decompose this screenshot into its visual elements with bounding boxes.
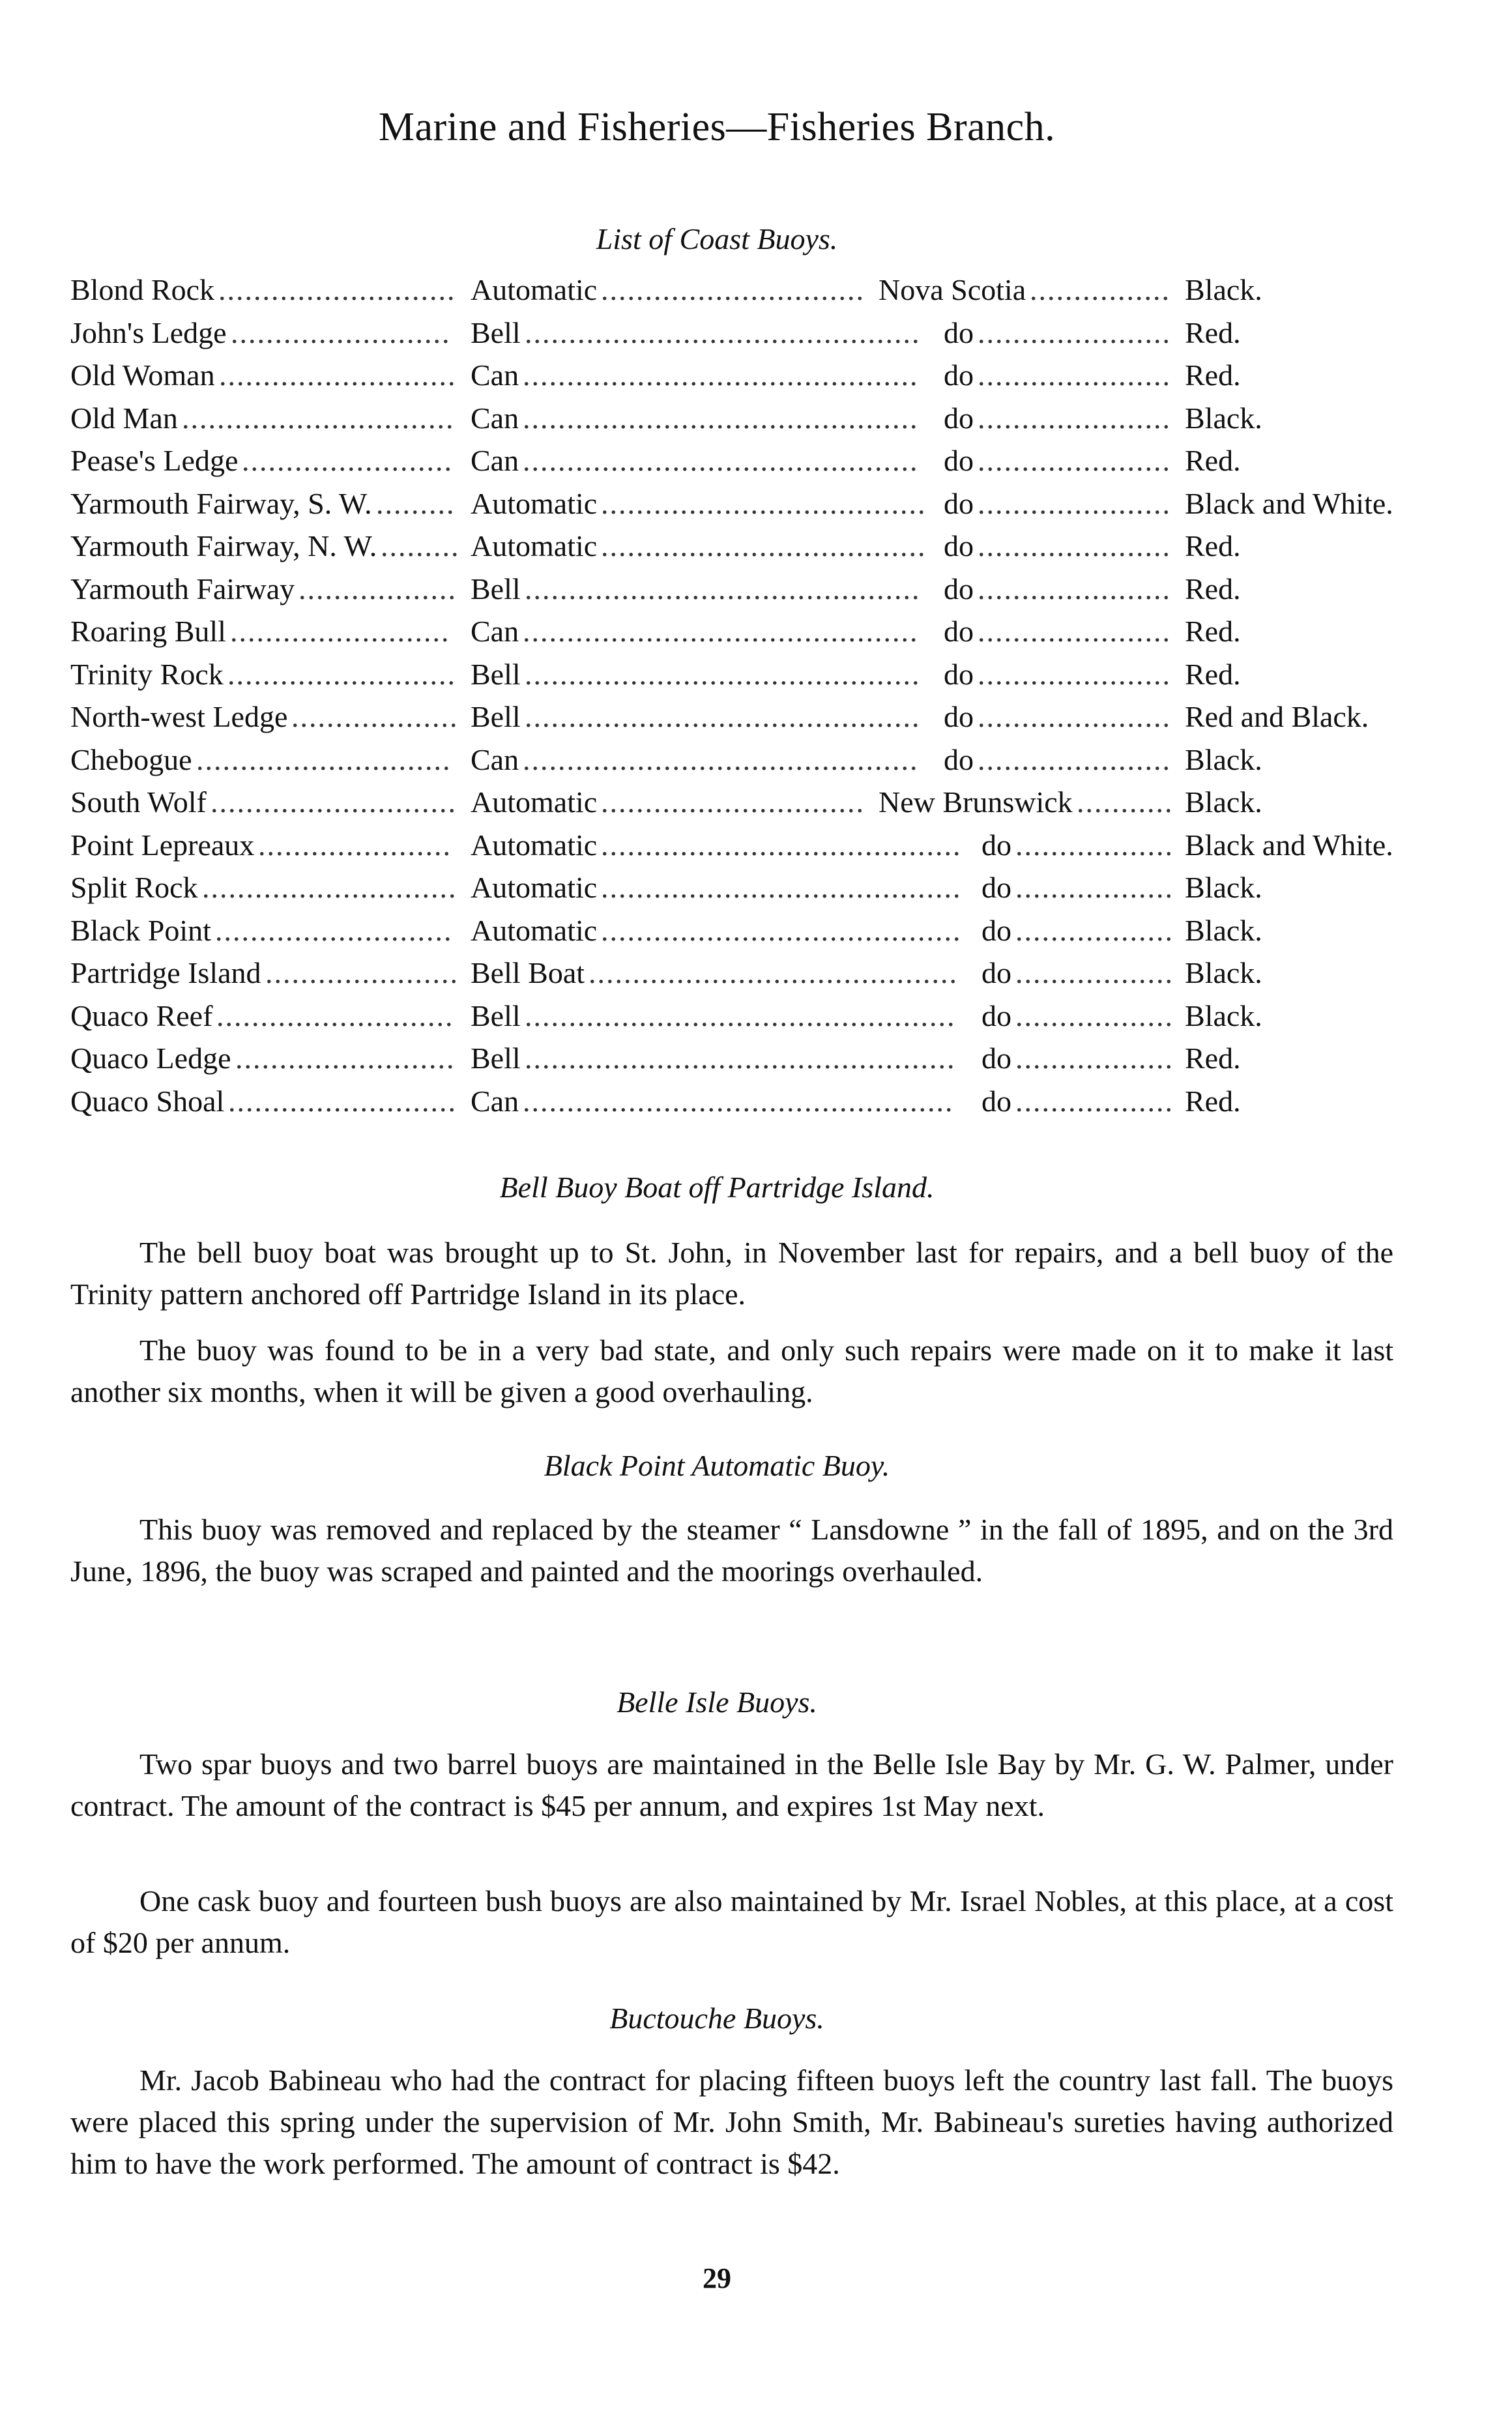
paragraph: The buoy was found to be in a very bad state, and only such repairs were made on it to make it last another six months, when it will be given a good overhauling. — [70, 1334, 1393, 1408]
buoy-name: Old Man — [70, 401, 178, 435]
buoy-color: Red. — [1185, 529, 1241, 562]
buoy-province: do — [981, 1084, 1011, 1118]
buoy-color: Red. — [1185, 657, 1241, 691]
dot-leader: .................. — [1015, 956, 1174, 989]
buoy-type: Can — [471, 1084, 519, 1118]
buoy-type: Bell Boat — [471, 956, 585, 989]
dot-leader: ............................. — [202, 871, 458, 904]
dot-leader: .................. — [1015, 828, 1174, 862]
dot-leader: .......................... — [228, 1084, 457, 1118]
buoy-province: do — [944, 742, 974, 776]
buoy-type: Bell — [471, 657, 521, 691]
buoy-name: Point Lepreaux — [70, 828, 255, 862]
dot-leader: .................. — [1015, 1084, 1174, 1118]
buoy-name: Partridge Island — [70, 956, 261, 989]
buoy-color: Black. — [1185, 913, 1262, 947]
table-row — [70, 1084, 1393, 1127]
buoy-name: Split Rock — [70, 871, 198, 904]
table-row — [70, 614, 1393, 657]
dot-leader: ................................................. — [525, 1042, 956, 1075]
table-row — [70, 913, 1393, 956]
dot-leader: .............................. — [601, 785, 865, 819]
buoy-color: Black. — [1185, 273, 1262, 306]
buoy-color: Black. — [1185, 956, 1262, 989]
buoy-color: Red. — [1185, 444, 1241, 477]
buoy-province: do — [944, 486, 974, 520]
buoy-color: Red. — [1185, 1042, 1241, 1075]
buoy-name: Quaco Reef — [70, 999, 213, 1032]
coast-buoys-title: List of Coast Buoys. — [596, 222, 838, 255]
dot-leader: ........................... — [215, 913, 453, 947]
table-row — [70, 1041, 1393, 1084]
dot-leader: ......... — [376, 486, 456, 520]
buoy-province: do — [944, 700, 974, 733]
buoy-color: Black. — [1185, 785, 1262, 819]
dot-leader: ......................................... — [601, 913, 962, 947]
buoy-name: Yarmouth Fairway, N. W. — [70, 529, 377, 562]
dot-leader: ...................... — [978, 529, 1171, 562]
section-title: Black Point Automatic Buoy. — [544, 1449, 890, 1482]
dot-leader: ............................................. — [523, 401, 919, 435]
buoy-province: do — [944, 358, 974, 392]
buoy-province: do — [944, 444, 974, 477]
buoy-name: North-west Ledge — [70, 700, 288, 733]
buoy-name: John's Ledge — [70, 315, 227, 349]
dot-leader: ...................... — [978, 657, 1171, 691]
buoy-name: South Wolf — [70, 785, 207, 819]
buoy-name: Black Point — [70, 913, 211, 947]
buoy-color: Black. — [1185, 401, 1262, 435]
buoy-province: do — [944, 529, 974, 562]
buoy-province: do — [944, 401, 974, 435]
buoy-color: Black. — [1185, 742, 1262, 776]
dot-leader: ........................... — [216, 999, 454, 1032]
buoy-color: Red. — [1185, 358, 1241, 392]
table-row — [70, 870, 1393, 913]
buoy-name: Roaring Bull — [70, 615, 226, 648]
table-row — [70, 572, 1393, 615]
section-title: Buctouche Buoys. — [609, 2002, 824, 2035]
buoy-name: Blond Rock — [70, 273, 215, 306]
dot-leader: ...................... — [978, 358, 1171, 392]
buoy-color: Black and White. — [1185, 486, 1393, 520]
buoy-province: do — [944, 315, 974, 349]
dot-leader: ..................................... — [601, 486, 927, 520]
dot-leader: ...................... — [978, 401, 1171, 435]
table-row — [70, 657, 1393, 700]
buoy-province: do — [981, 999, 1011, 1032]
buoy-type: Automatic — [471, 273, 598, 306]
buoy-type: Bell — [471, 315, 521, 349]
buoy-color: Black. — [1185, 999, 1262, 1032]
dot-leader: ............................ — [211, 785, 457, 819]
dot-leader: ............................................. — [525, 315, 921, 349]
buoy-name: Trinity Rock — [70, 657, 224, 691]
table-row — [70, 443, 1393, 486]
buoy-name: Quaco Ledge — [70, 1042, 231, 1075]
buoy-name: Yarmouth Fairway, S. W. — [70, 486, 372, 520]
table-row — [70, 955, 1393, 999]
dot-leader: ........................ — [242, 444, 453, 477]
buoy-type: Automatic — [471, 871, 598, 904]
dot-leader: ...................... — [978, 572, 1171, 605]
buoy-color: Red and Black. — [1185, 700, 1369, 733]
table-row — [70, 828, 1393, 871]
table-row — [70, 529, 1393, 572]
buoy-type: Automatic — [471, 785, 598, 819]
dot-leader: .................. — [1015, 999, 1174, 1032]
dot-leader: ..................................... — [601, 529, 927, 562]
dot-leader: ......................... — [235, 1042, 456, 1075]
dot-leader: ......................... — [230, 615, 450, 648]
dot-leader: ...................... — [978, 700, 1171, 733]
dot-leader: ................................................. — [525, 999, 956, 1032]
paragraph: Two spar buoys and two barrel buoys are maintained in the Belle Isle Bay by Mr. G. W. Palmer, under contract. The amount of the contract is $45 per annum, and expires 1st May next. — [70, 1747, 1393, 1822]
buoy-type: Automatic — [471, 828, 598, 862]
buoy-color: Red. — [1185, 615, 1241, 648]
buoy-color: Black and White. — [1185, 828, 1393, 862]
table-row — [70, 272, 1393, 315]
table-row — [70, 699, 1393, 742]
table-row — [70, 315, 1393, 358]
section-title: Belle Isle Buoys. — [617, 1685, 817, 1719]
buoy-type: Can — [471, 358, 519, 392]
dot-leader: ...................... — [265, 956, 459, 989]
buoy-color: Red. — [1185, 315, 1241, 349]
buoy-province: do — [981, 956, 1011, 989]
dot-leader: .................. — [298, 572, 457, 605]
buoy-type: Can — [471, 615, 519, 648]
buoy-type: Can — [471, 401, 519, 435]
dot-leader: ...................... — [978, 315, 1171, 349]
table-row — [70, 486, 1393, 529]
buoy-name: Quaco Shoal — [70, 1084, 225, 1118]
buoy-province: New Brunswick — [879, 785, 1073, 819]
buoy-province: do — [944, 615, 974, 648]
dot-leader: ...................... — [978, 742, 1171, 776]
buoy-name: Pease's Ledge — [70, 444, 239, 477]
page-number: 29 — [703, 2262, 731, 2294]
dot-leader: .......................................... — [589, 956, 958, 989]
dot-leader: .......................... — [227, 657, 456, 691]
dot-leader: ........... — [1077, 785, 1174, 819]
buoy-type: Bell — [471, 700, 521, 733]
dot-leader: ...................... — [978, 615, 1171, 648]
buoy-type: Bell — [471, 999, 521, 1032]
dot-leader: ............................................. — [525, 657, 921, 691]
buoy-name: Yarmouth Fairway — [70, 572, 295, 605]
paragraph: This buoy was removed and replaced by the steamer “ Lansdowne ” in the fall of 1895, and on the 3rd June, 1896, the buoy was scraped and painted and the moorings overhauled. — [70, 1513, 1393, 1588]
dot-leader: ............................. — [196, 742, 452, 776]
coast-buoys-table — [70, 272, 1393, 1126]
buoy-province: do — [981, 828, 1011, 862]
buoy-type: Can — [471, 742, 519, 776]
dot-leader: .................. — [1015, 871, 1174, 904]
paragraph: The bell buoy boat was brought up to St. John, in November last for repairs, and a bell buoy of the Trinity pattern anchored off Partridge Island in its place. — [70, 1236, 1393, 1311]
dot-leader: ......................... — [231, 315, 451, 349]
dot-leader: ............................................. — [525, 572, 921, 605]
buoy-province: do — [944, 657, 974, 691]
dot-leader: ...................... — [978, 486, 1171, 520]
buoy-type: Automatic — [471, 486, 598, 520]
buoy-name: Old Woman — [70, 358, 215, 392]
page-title: Marine and Fisheries—Fisheries Branch. — [378, 105, 1056, 149]
buoy-province: do — [981, 1042, 1011, 1075]
dot-leader: ............................................. — [523, 444, 919, 477]
dot-leader: .................. — [1015, 913, 1174, 947]
buoy-color: Red. — [1185, 572, 1241, 605]
table-row — [70, 401, 1393, 444]
dot-leader: ............................................. — [523, 358, 919, 392]
buoy-name: Chebogue — [70, 742, 192, 776]
buoy-type: Automatic — [471, 529, 598, 562]
dot-leader: .................. — [1015, 1042, 1174, 1075]
buoy-type: Bell — [471, 1042, 521, 1075]
dot-leader: ............................... — [182, 401, 455, 435]
dot-leader: ............................................. — [523, 742, 919, 776]
dot-leader: ........................... — [218, 273, 456, 306]
table-row — [70, 785, 1393, 828]
buoy-color: Black. — [1185, 871, 1262, 904]
dot-leader: ............................................. — [523, 615, 919, 648]
buoy-province: do — [981, 871, 1011, 904]
section-title: Bell Buoy Boat off Partridge Island. — [499, 1171, 935, 1204]
paragraph: One cask buoy and fourteen bush buoys are also maintained by Mr. Israel Nobles, at this place, at a cost of $20 per annum. — [70, 1884, 1393, 1959]
table-row — [70, 358, 1393, 401]
dot-leader: ......................................... — [601, 828, 962, 862]
paragraph: Mr. Jacob Babineau who had the contract for placing fifteen buoys left the country last fall. The buoys were placed this spring under the supervision of Mr. John Smith, Mr. Babineau's sureties having authorized him to have the work performed. The amount of contract is $42. — [70, 2063, 1393, 2180]
buoy-province: do — [981, 913, 1011, 947]
buoy-province: Nova Scotia — [879, 273, 1026, 306]
buoy-color: Red. — [1185, 1084, 1241, 1118]
buoy-type: Automatic — [471, 913, 598, 947]
buoy-province: do — [944, 572, 974, 605]
buoy-type: Can — [471, 444, 519, 477]
table-row — [70, 999, 1393, 1042]
dot-leader: ............................................. — [525, 700, 921, 733]
dot-leader: ........................... — [219, 358, 457, 392]
dot-leader: ...................... — [978, 444, 1171, 477]
dot-leader: .............................. — [601, 273, 865, 306]
dot-leader: ...................... — [258, 828, 452, 862]
dot-leader: ................ — [1030, 273, 1170, 306]
dot-leader: ................................................. — [523, 1084, 954, 1118]
dot-leader: ......................................... — [601, 871, 962, 904]
table-row — [70, 742, 1393, 785]
dot-leader: ......... — [381, 529, 460, 562]
buoy-type: Bell — [471, 572, 521, 605]
dot-leader: ................... — [291, 700, 459, 733]
